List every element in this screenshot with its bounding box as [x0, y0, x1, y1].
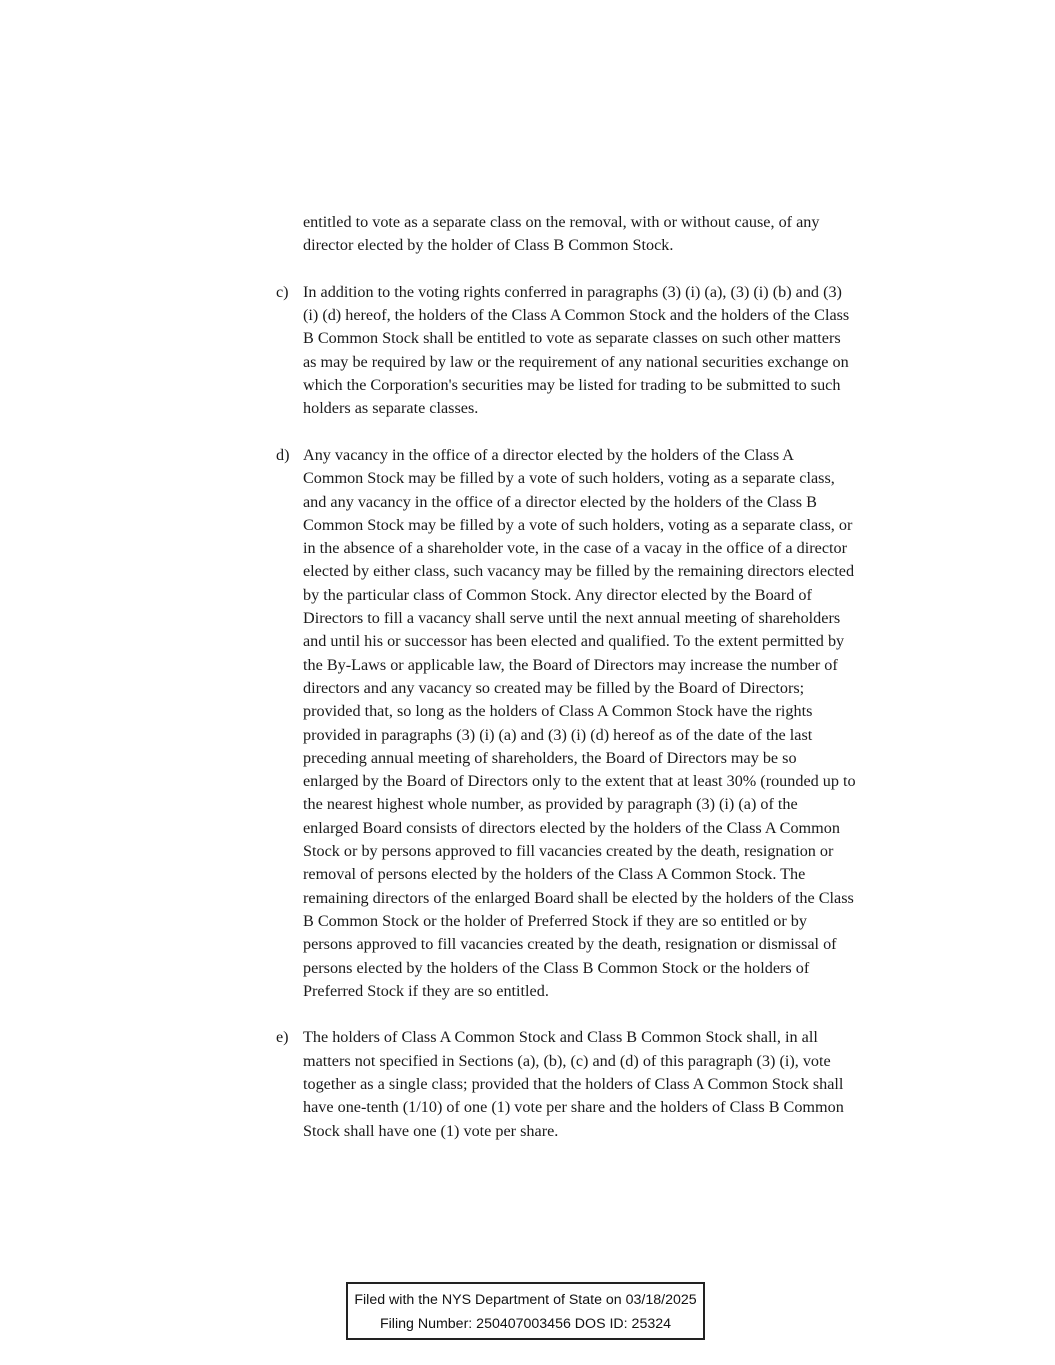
filing-stamp: [346, 1282, 705, 1340]
list-item-c: [276, 281, 856, 421]
filing-stamp-date-line: Filed with the NYS Department of State on 03/18/2025: [354, 1292, 697, 1308]
list-marker: d): [276, 445, 290, 464]
continuation-paragraph: entitled to vote as a separate class on the removal, with or without cause, of any director elected by the holder of Class B Common Stock.: [303, 213, 820, 255]
list-marker: e): [276, 1028, 289, 1047]
list-item-text: In addition to the voting rights conferred in paragraphs (3) (i) (a), (3) (i) (b) and (3) (i) (d) hereof, the holders of the Class A Common Stock and the holders of the Class B Common Stock shall be entitled to vote as separate classes on such other matters as may be required by law or the requirement of any national securities exchange on which the Corporation's securities may be listed for trading to be submitted to such holders as separate classes.: [303, 282, 850, 418]
list-item-text: The holders of Class A Common Stock and Class B Common Stock shall, in all matters not specified in Sections (a), (b), (c) and (d) of this paragraph (3) (i), vote together as a single class; provided that the holders of Class A Common Stock shall have one-tenth (1/10) of one (1) vote per share and the holders of Class B Common Stock shall have one (1) vote per share.: [303, 1028, 844, 1140]
list-item-text: Any vacancy in the office of a director elected by the holders of the Class A Common Stock may be filled by a vote of such holders, voting as a separate class, and any vacancy in the office of a director elected by the holders of the Class B Common Stock may be filled by a vote of such holders, voting as a separate class, or in the absence of a shareholder vote, in the case of a vacay in the office of a director elected by either class, such vacancy may be filled by the remaining directors elected by the particular class of Common Stock. Any director elected by the Board of Directors to fill a vacancy shall serve until the next annual meeting of shareholders and until his or successor has been elected and qualified. To the extent permitted by the By-Laws or applicable law, the Board of Directors may increase the number of directors and any vacancy so created may be filled by the Board of Directors; provided that, so long as the holders of Class A Common Stock have the rights provided in paragraphs (3) (i) (a) and (3) (i) (d) hereof as of the date of the last preceding annual meeting of shareholders, the Board of Directors may be so enlarged by the Board of Directors only to the extent that at least 30% (rounded up to the nearest highest whole number, as provided by paragraph (3) (i) (a) of the enlarged Board consists of directors elected by the holders of the Class A Common Stock or by persons approved to fill vacancies created by the death, resignation or removal of persons elected by the holders of the Class A Common Stock. The remaining directors of the enlarged Board shall be elected by the holders of the Class B Common Stock or the holder of Preferred Stock if they are so entitled or by persons approved to fill vacancies created by the death, resignation or dismissal of persons elected by the holders of the Class B Common Stock or the holders of Preferred Stock if they are so entitled.: [303, 445, 856, 1000]
list-item-e: [276, 1026, 856, 1142]
document-body: [276, 211, 856, 1166]
filing-stamp-number-line: Filing Number: 250407003456 DOS ID: 25324: [379, 1316, 672, 1332]
list-marker: c): [276, 282, 289, 301]
list-item-d: [276, 444, 856, 1003]
